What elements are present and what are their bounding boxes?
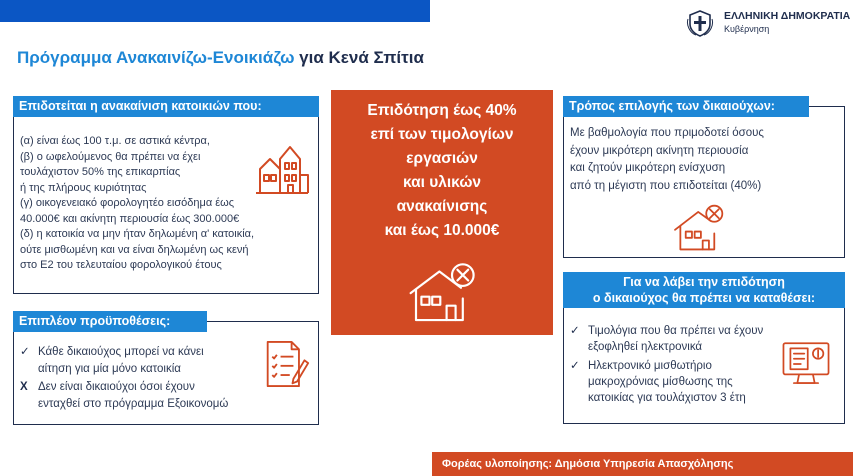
eligible-line: ή της πλήρους κυριότητας: [20, 181, 147, 194]
logo-title: ΕΛΛΗΝΙΚΗ ΔΗΜΟΚΡΑΤΙΑ: [724, 10, 851, 22]
documents-header-line: Για να λάβει την επιδότηση: [623, 275, 785, 289]
house-tools-icon: [673, 203, 727, 253]
selection-box-header: Τρόπος επιλογής των δικαιούχων:: [563, 96, 809, 117]
list-item-line: εξοφληθεί ηλεκτρονικά: [588, 341, 703, 353]
list-item-line: Δεν είναι δικαιούχοι όσοι έχουν: [38, 381, 195, 393]
extra-conditions-list: [20, 344, 228, 412]
subsidy-line: και υλικών: [402, 174, 482, 191]
list-item-line: ενταχθεί στο πρόγραμμα Εξοικονομώ: [38, 397, 229, 410]
list-item-line: κατοικίας για τουλάχιστον 3 έτη: [588, 392, 746, 404]
selection-box-text: [570, 125, 764, 195]
documents-header-line: ο δικαιούχος θα πρέπει να καταθέσει:: [592, 291, 816, 305]
list-item: [570, 358, 763, 406]
check-icon: ✓: [570, 360, 580, 372]
eligible-line: τουλάχιστον 50% της επικαρπίας: [20, 166, 181, 178]
eligible-line: (δ) η κατοικία να μην ήταν δηλωμένη α' κατοικία,: [20, 228, 255, 240]
town-buildings-icon: [252, 137, 312, 197]
eligible-box-text: [20, 134, 254, 274]
subsidy-line: ανακαίνισης: [396, 198, 488, 215]
selection-line: από τη μέγιστη που επιδοτείται (40%): [570, 179, 762, 192]
eligible-line: (α) είναι έως 100 τ.μ. σε αστικά κέντρα,: [20, 135, 210, 147]
list-item: [20, 379, 228, 412]
list-item-line: μακροχρόνιας μίσθωσης της: [588, 376, 733, 388]
eligible-line: 40.000€ και ακίνητη περιουσία έως 300.000€: [20, 212, 240, 225]
top-accent-bar: [0, 0, 430, 22]
greek-emblem-icon: [686, 9, 714, 37]
documents-box-header: [563, 272, 845, 308]
check-icon: ✓: [20, 346, 30, 358]
list-item-line: Κάθε δικαιούχος μπορεί να κάνει: [38, 346, 204, 358]
selection-line: Με βαθμολογία που πριμοδοτεί όσους: [570, 127, 764, 139]
subsidy-text: [331, 99, 553, 243]
documents-list: [570, 323, 763, 406]
page-title-main: Πρόγραμμα Ανακαινίζω-Ενοικιάζω: [17, 48, 295, 67]
list-item-line: αίτηση για μία μόνο κατοικία: [38, 362, 181, 375]
logo-subtitle: Κυβέρνηση: [724, 24, 770, 34]
list-item: [20, 344, 228, 377]
eligible-line: (γ) οικογενειακό φορολογητέο εισόδημα έως: [20, 197, 235, 209]
eligible-line: ούτε μισθωμένη και να είναι δηλωμένη ως κενή: [20, 243, 249, 256]
extra-conditions-header: Επιπλέον προϋποθέσεις:: [13, 311, 207, 332]
subsidy-line: εργασιών: [406, 150, 478, 167]
selection-line: έχουν μικρότερη ακίνητη περιουσία: [570, 144, 749, 157]
house-renovation-icon: [407, 262, 479, 326]
eligible-line: στο Ε2 του τελευταίου φορολογικού έτους: [20, 259, 222, 271]
page-title-rest: για Κενά Σπίτια: [294, 48, 424, 67]
checklist-document-icon: [264, 338, 310, 390]
check-icon: ✓: [570, 325, 580, 337]
computer-invoice-icon: [780, 338, 832, 390]
list-item: [570, 323, 763, 355]
subsidy-highlight-box: [331, 90, 553, 335]
list-item-line: Ηλεκτρονικό μισθωτήριο: [588, 360, 712, 372]
cross-icon: Χ: [20, 381, 28, 393]
eligible-box-header: Επιδοτείται η ανακαίνιση κατοικιών που:: [13, 96, 319, 117]
subsidy-line: επί των τιμολογίων: [370, 126, 514, 143]
page-title: [17, 48, 424, 68]
selection-line: και ζητούν μικρότερη ενίσχυση: [570, 162, 726, 174]
subsidy-line: Επιδότηση έως 40%: [367, 102, 517, 119]
government-logo: [686, 6, 850, 40]
list-item-line: Τιμολόγια που θα πρέπει να έχουν: [588, 325, 764, 337]
footer-implementing-body: Φορέας υλοποίησης: Δημόσια Υπηρεσία Απασχόλησης: [432, 452, 853, 476]
eligible-line: (β) ο ωφελούμενος θα πρέπει να έχει: [20, 150, 201, 163]
subsidy-line: και έως 10.000€: [384, 222, 500, 239]
